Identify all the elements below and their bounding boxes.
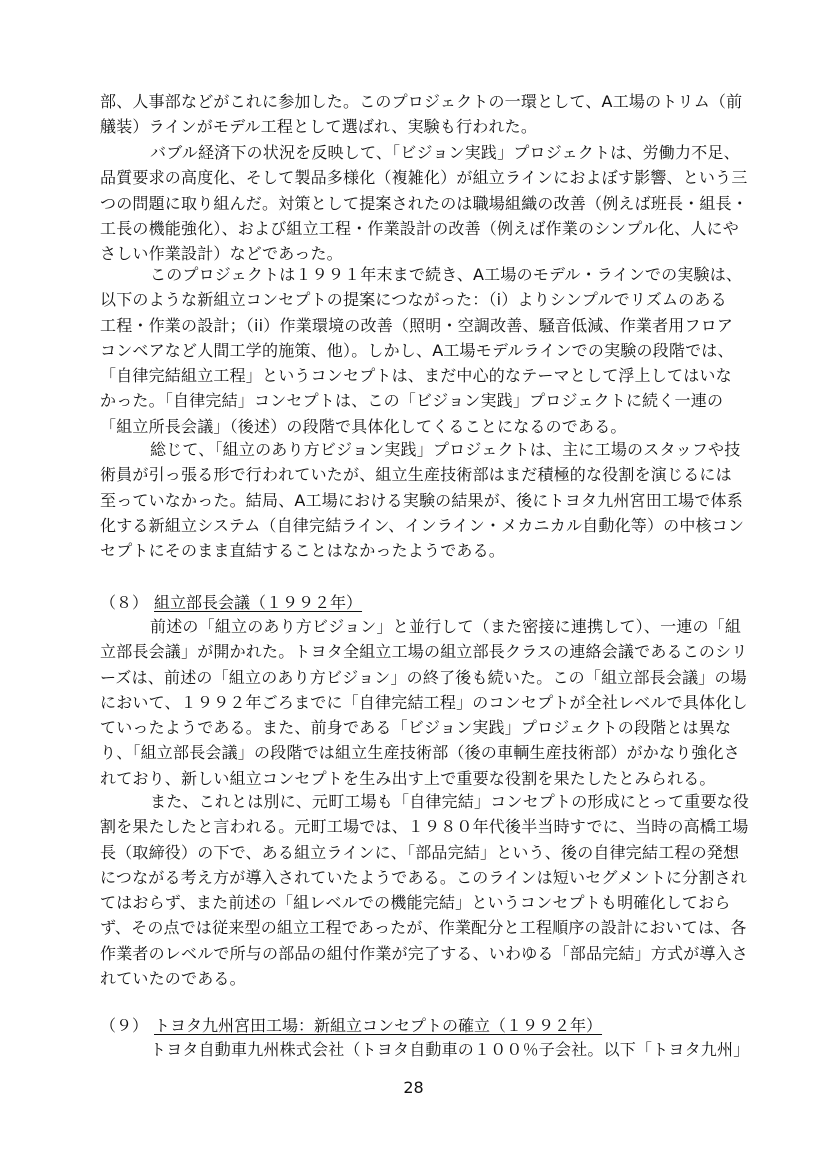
text-line: 術員が引っ張る形で行われていたが、組立生産技術部はまだ積極的な役割を演じるには	[100, 465, 732, 485]
text-line: かった。「自律完結」コンセプトは、この「ビジョン実践」プロジェクトに続く一連の	[100, 391, 724, 411]
text-line: 至っていなかった。結局、A工場における実験の結果が、後にトヨタ九州宮田工場で体系	[100, 490, 743, 510]
text-line: セプトにそのまま直結することはなかったようである。	[100, 541, 506, 561]
text-line: てはおらず、また前述の「組レベルでの機能完結」というコンセプトも明確化しておら	[100, 893, 731, 913]
text-line: れており、新しい組立コンセプトを生み出す上で重要な役割を果たしたとみられる。	[100, 768, 716, 788]
text-line: 立部長会議」が開かれた。トヨタ全組立工場の組立部長クラスの連絡会議であるこのシリ	[100, 642, 748, 662]
text-line: 艤装）ラインがモデル工程として選ばれ、実験も行われた。	[100, 117, 538, 137]
paragraph-3	[100, 262, 768, 439]
text-line: 作業者のレベルで所与の部品の組付作業が完了する、いわゆる「部品完結」方式が導入さ	[100, 943, 749, 963]
text-line: つの問題に取り組んだ。対策として提案されたのは職場組織の改善（例えば班長・組長・	[100, 193, 749, 213]
page-number: 28	[403, 1078, 424, 1097]
text-line: れていたのである。	[100, 969, 246, 989]
text-line: 割を果たしたと言われる。元町工場では、１９８０年代後半当時すでに、当時の高橋工場	[100, 817, 749, 837]
section-number: （８）	[100, 593, 149, 612]
section-number: （９）	[100, 1016, 149, 1035]
section-heading-8	[100, 590, 362, 615]
text-line: また、これとは別に、元町工場も「自律完結」コンセプトの形成にとって重要な役	[150, 792, 750, 811]
text-line: トヨタ自動車九州株式会社（トヨタ自動車の１００％子会社。以下「トヨタ九州」	[150, 1040, 750, 1059]
text-line: このプロジェクトは１９９１年末まで続き、A工場のモデル・ラインでの実験は、	[150, 265, 743, 284]
section-title: トヨタ九州宮田工場：新組立コンセプトの確立（１９９２年）	[154, 1016, 603, 1035]
section-title: 組立部長会議（１９９２年）	[154, 593, 363, 612]
paragraph-6	[100, 789, 768, 991]
text-line: 「自律完結組立工程」というコンセプトは、まだ中心的なテーマとして浮上してはいな	[100, 366, 732, 386]
text-line: 工長の機能強化）、および組立工程・作業設計の改善（例えば作業のシンプル化、人にや	[100, 218, 739, 238]
text-line: ていったようである。また、前身である「ビジョン実践」プロジェクトの段階とは異な	[100, 718, 732, 738]
paragraph-2	[100, 140, 768, 266]
text-line: 工程・作業の設計；（ii）作業環境の改善（照明・空調改善、騒音低減、作業者用フロア	[100, 315, 734, 335]
paragraph-5	[100, 614, 768, 791]
text-line: 「組立所長会議」（後述）の段階で具体化してくることになるのである。	[100, 416, 627, 436]
paragraph-1	[100, 89, 768, 140]
text-line: 前述の「組立のあり方ビジョン」と並行して（また密接に連携して）、一連の「組	[150, 617, 742, 636]
text-line: 品質要求の高度化、そして製品多様化（複雑化）が組立ラインにおよぼす影響、という三	[100, 168, 748, 188]
text-line: において、１９９２年ごろまでに「自律完結工程」のコンセプトが全社レベルで具体化し	[100, 692, 748, 712]
section-heading-9	[100, 1013, 602, 1038]
text-line: さしい作業設計）などであった。	[100, 244, 343, 264]
text-line: につながる考え方が導入されていたようである。このラインは短いセグメントに分割され	[100, 867, 748, 887]
paragraph-7	[100, 1037, 768, 1062]
text-line: コンベアなど人間工学的施策、他）。しかし、A工場モデルラインでの実験の段階では、	[100, 340, 734, 360]
text-line: ず、その点では従来型の組立工程であったが、作業配分と工程順序の設計においては、各	[100, 918, 747, 938]
text-line: 総じて、「組立のあり方ビジョン実践」プロジェクトは、主に工場のスタッフや技	[150, 440, 741, 459]
text-line: り、「組立部長会議」の段階では組立生産技術部（後の車輌生産技術部）がかなり強化さ	[100, 743, 741, 763]
text-line: 長（取締役）の下で、ある組立ラインに、「部品完結」という、後の自律完結工程の発想	[100, 842, 740, 862]
text-line: ーズは、前述の「組立のあり方ビジョン」の終了後も続いた。この「組立部長会議」の場	[100, 667, 747, 687]
text-line: 以下のような新組立コンセプトの提案につながった：（i）よりシンプルでリズムのある	[100, 290, 727, 310]
text-line: 化する新組立システム（自律完結ライン、インライン・メカニカル自動化等）の中核コン	[100, 515, 745, 535]
text-line: バブル経済下の状況を反映して、「ビジョン実践」プロジェクトは、労働力不足、	[150, 143, 740, 162]
text-line: 部、人事部などがこれに参加した。このプロジェクトの一環として、A工場のトリム（前	[100, 92, 743, 111]
paragraph-4	[100, 437, 768, 563]
